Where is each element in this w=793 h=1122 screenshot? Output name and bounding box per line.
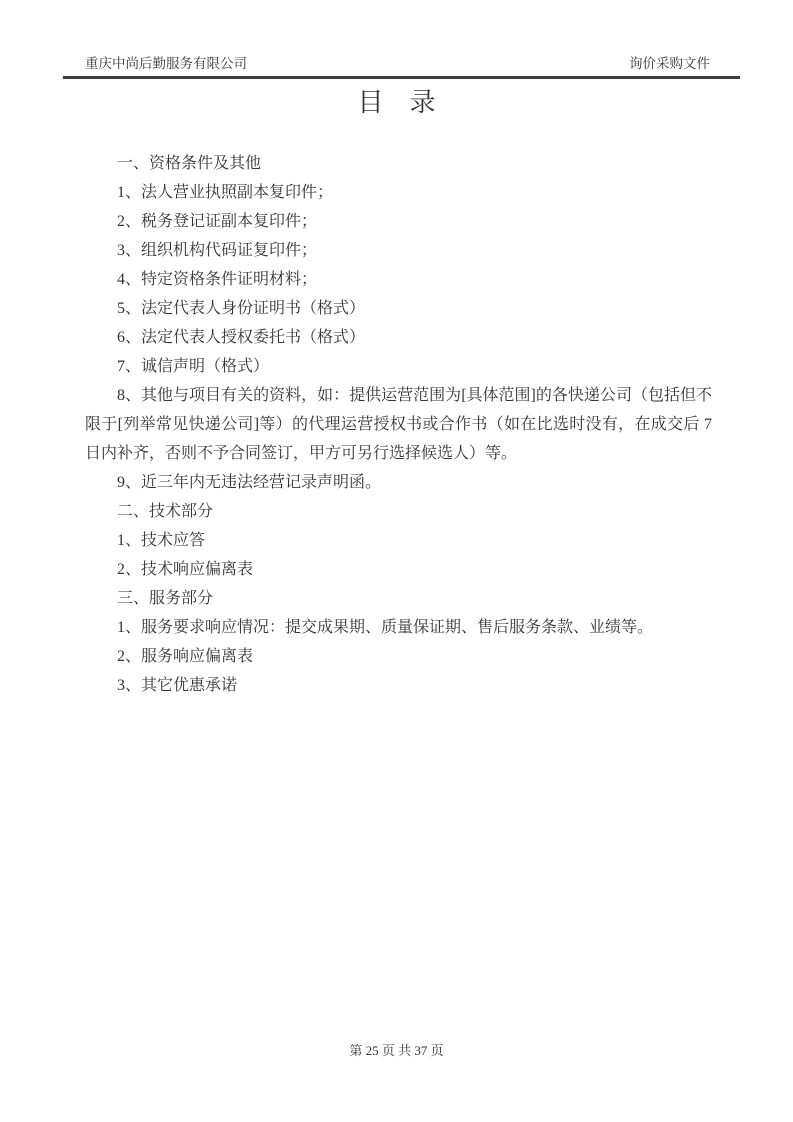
page-header bbox=[85, 52, 710, 72]
page-footer: 第 25 页 共 37 页 bbox=[349, 1043, 444, 1058]
toc-item-no-violation-declaration: 9、近三年内无违法经营记录声明函。 bbox=[117, 474, 382, 491]
toc-item-power-of-attorney: 6、法定代表人授权委托书（格式） bbox=[117, 329, 366, 346]
header-rule bbox=[63, 76, 740, 79]
toc-item-service-requirements-response: 1、服务要求响应情况：提交成果期、质量保证期、售后服务条款、业绩等。 bbox=[117, 619, 654, 636]
page-title: 目 录 bbox=[357, 88, 436, 117]
toc-item-org-code-cert: 3、组织机构代码证复印件； bbox=[117, 242, 318, 259]
toc-item-technical-deviation-table: 2、技术响应偏离表 bbox=[117, 561, 254, 578]
toc-item-special-qualification: 4、特定资格条件证明材料； bbox=[117, 271, 318, 288]
header-company-name: 重庆中尚后勤服务有限公司 bbox=[85, 56, 247, 71]
toc-list bbox=[85, 149, 712, 700]
toc-item-integrity-declaration: 7、诚信声明（格式） bbox=[117, 358, 270, 375]
toc-item-business-license: 1、法人营业执照副本复印件； bbox=[117, 184, 334, 201]
toc-item-technical-response: 1、技术应答 bbox=[117, 532, 206, 549]
toc-section-2-technical: 二、技术部分 bbox=[117, 503, 214, 520]
toc-item-tax-registration: 2、税务登记证副本复印件； bbox=[117, 213, 318, 230]
header-doc-type: 询价采购文件 bbox=[629, 56, 710, 71]
toc-item-other-preferential-commitments: 3、其它优惠承诺 bbox=[117, 677, 238, 694]
toc-item-other-project-materials: 8、其他与项目有关的资料，如：提供运营范围为[具体范围]的各快递公司（包括但不限于[列举常见快递公司]等）的代理运营授权书或合作书（如在比选时没有，在成交后 7 日内补齐，否则不予合同签订，甲方可另行选择候选人）等。 bbox=[85, 387, 712, 462]
toc-section-1-qualification: 一、资格条件及其他 bbox=[117, 155, 262, 172]
toc-item-service-deviation-table: 2、服务响应偏离表 bbox=[117, 648, 254, 665]
toc-item-legal-rep-id: 5、法定代表人身份证明书（格式） bbox=[117, 300, 366, 317]
toc-section-3-service: 三、服务部分 bbox=[117, 590, 214, 607]
